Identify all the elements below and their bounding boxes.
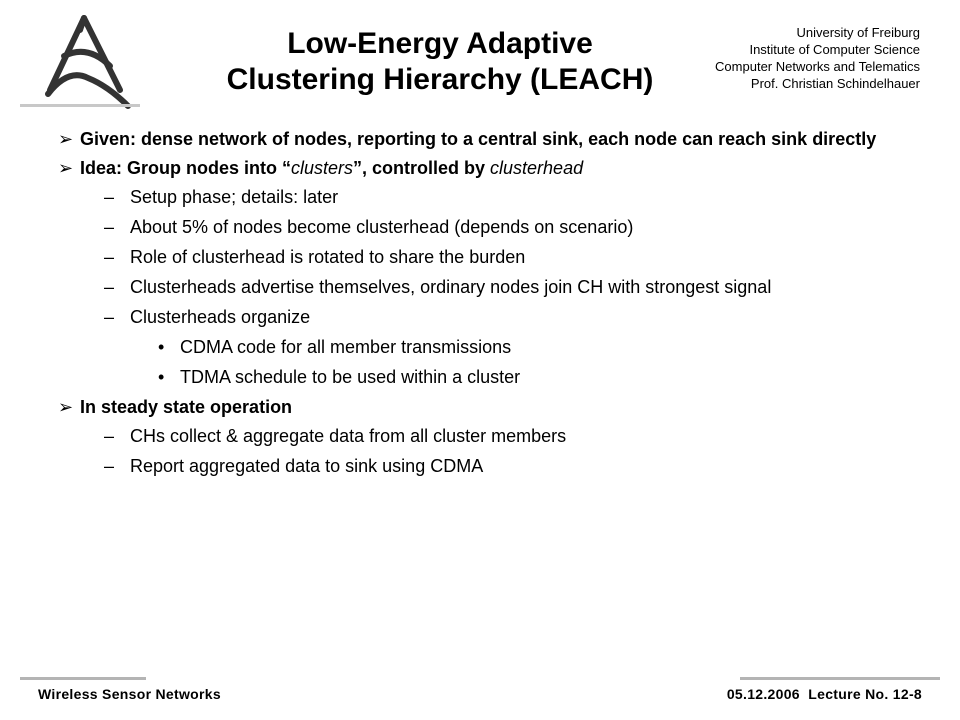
bullet-text: In steady state operation bbox=[80, 397, 293, 417]
dot-bullet: • bbox=[158, 367, 165, 387]
slide-title bbox=[150, 26, 730, 98]
sub-bullet-text: About 5% of nodes become clusterhead (depends on scenario) bbox=[130, 217, 634, 237]
footer-course: Wireless Sensor Networks bbox=[38, 686, 221, 702]
sub-bullet-text: CHs collect & aggregate data from all cluster members bbox=[130, 426, 567, 446]
institution-professor: Prof. Christian Schindelhauer bbox=[750, 76, 920, 91]
sub-sub-bullet-text: TDMA schedule to be used within a cluster bbox=[180, 367, 521, 387]
title-line-1: Low-Energy Adaptive bbox=[287, 27, 593, 60]
sub-bullet bbox=[58, 425, 918, 447]
bullet-steady-state bbox=[58, 396, 918, 418]
bullet-text-part: ”, controlled by bbox=[353, 158, 491, 178]
sub-bullet bbox=[58, 216, 918, 238]
dash-bullet: – bbox=[104, 456, 115, 476]
institution-block bbox=[715, 24, 920, 92]
bullet-text-italic: clusterhead bbox=[490, 158, 584, 178]
logo-divider bbox=[20, 104, 140, 107]
bullet-text-part: Idea: Group nodes into “ bbox=[80, 158, 291, 178]
sub-sub-bullet-text: CDMA code for all member transmissions bbox=[180, 337, 512, 357]
footer-rule-right bbox=[740, 677, 940, 680]
bullet-text-italic: clusters bbox=[291, 158, 354, 178]
dot-bullet: • bbox=[158, 337, 165, 357]
footer-lecture: 05.12.2006 Lecture No. 12-8 bbox=[726, 686, 922, 702]
dash-bullet: – bbox=[104, 247, 115, 267]
bullet-text: Given: dense network of nodes, reporting to a central sink, each node can reach sink directly bbox=[80, 129, 877, 149]
sub-bullet-text: Role of clusterhead is rotated to share the burden bbox=[130, 247, 526, 267]
freiburg-a-logo-icon bbox=[28, 10, 146, 110]
institution-university: University of Freiburg bbox=[796, 25, 920, 40]
arrow-bullet-icon: ➢ bbox=[58, 129, 74, 149]
sub-bullet-text: Setup phase; details: later bbox=[130, 187, 339, 207]
bullet-idea bbox=[58, 157, 918, 179]
dash-bullet: – bbox=[104, 307, 115, 327]
dash-bullet: – bbox=[104, 277, 115, 297]
sub-bullet bbox=[58, 276, 918, 298]
dash-bullet: – bbox=[104, 187, 115, 207]
dash-bullet: – bbox=[104, 426, 115, 446]
footer-rule-left bbox=[20, 677, 146, 680]
sub-sub-bullet bbox=[58, 366, 918, 388]
arrow-bullet-icon: ➢ bbox=[58, 158, 74, 178]
dash-bullet: – bbox=[104, 217, 115, 237]
arrow-bullet-icon: ➢ bbox=[58, 397, 74, 417]
sub-bullet bbox=[58, 186, 918, 208]
sub-bullet-text: Clusterheads advertise themselves, ordinary nodes join CH with strongest signal bbox=[130, 277, 772, 297]
slide-content bbox=[58, 128, 918, 485]
institution-institute: Institute of Computer Science bbox=[749, 42, 920, 57]
sub-bullet bbox=[58, 306, 918, 328]
institution-group: Computer Networks and Telematics bbox=[715, 59, 920, 74]
bullet-given bbox=[58, 128, 918, 150]
sub-bullet bbox=[58, 246, 918, 268]
sub-bullet-text: Clusterheads organize bbox=[130, 307, 311, 327]
sub-bullet-text: Report aggregated data to sink using CDMA bbox=[130, 456, 484, 476]
title-line-2: Clustering Hierarchy (LEACH) bbox=[226, 63, 654, 96]
sub-sub-bullet bbox=[58, 336, 918, 358]
sub-bullet bbox=[58, 455, 918, 477]
